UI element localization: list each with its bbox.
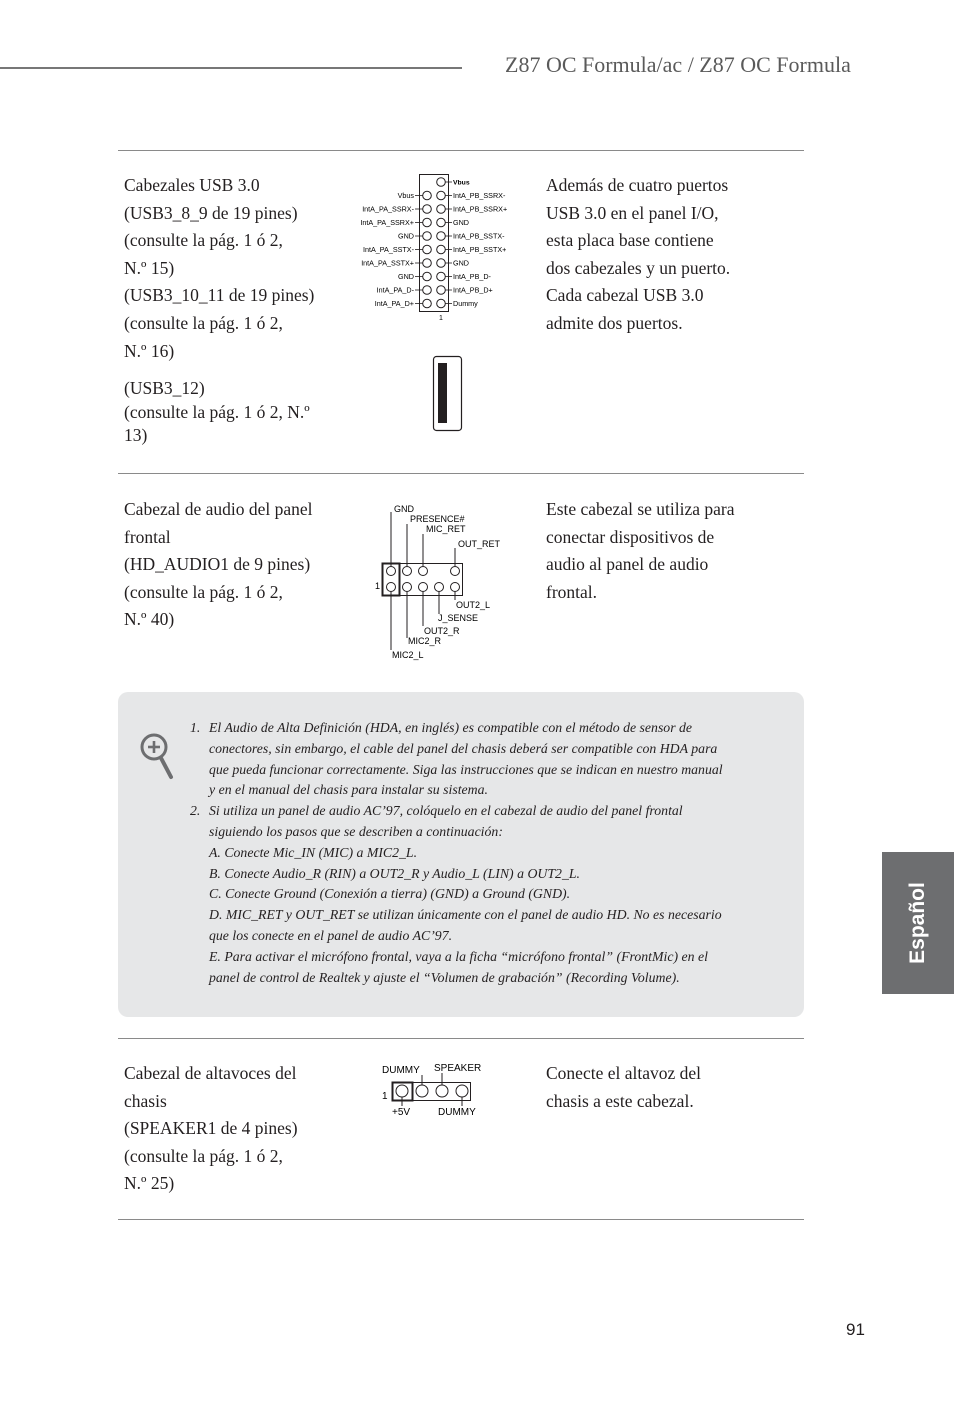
speaker-header-description: Cabezal de altavoces del chasis (SPEAKER1 de 4 pines) (consulte la pág. 1 ó 2, N.º 25) xyxy=(124,1063,298,1194)
right-pin-label: IntA_PB_D- xyxy=(453,272,491,281)
speaker-explanation: Conecte el altavoz del chasis a este cabezal. xyxy=(546,1063,701,1111)
usb-header-description: Cabezales USB 3.0 (USB3_8_9 de 19 pines) (consulte la pág. 1 ó 2, N.º 15) (USB3_10_11 de 19 pines) (consulte la pág. 1 ó 2, N.º 16) xyxy=(124,175,315,361)
right-pin-labels xyxy=(453,180,507,309)
pin xyxy=(423,191,432,200)
header-outline xyxy=(420,175,449,312)
mic2-r-label: MIC2_R xyxy=(408,636,442,646)
page-header-title: Z87 OC Formula/ac / Z87 OC Formula xyxy=(505,52,851,77)
audio-header-description: Cabezal de audio del panel frontal (HD_AUDIO1 de 9 pines) (consulte la pág. 1 ó 2, N.º 40) xyxy=(124,499,313,630)
presence-label: PRESENCE# xyxy=(410,514,465,524)
pin xyxy=(403,583,412,592)
header-rule xyxy=(0,67,462,69)
pin-one-label: 1 xyxy=(439,315,443,322)
right-pin-label: GND xyxy=(453,258,469,268)
usb-port-description: (USB3_12) (consulte la pág. 1 ó 2, N.º 13) xyxy=(124,378,310,445)
port-outline xyxy=(434,357,462,431)
plus-5v-label: +5V xyxy=(392,1107,411,1118)
pin xyxy=(419,583,428,592)
pin-one-marker xyxy=(383,564,400,596)
pin xyxy=(435,583,444,592)
left-pin-label: IntA_PA_SSRX+ xyxy=(360,218,414,227)
dummy-top-label: DUMMY xyxy=(382,1065,420,1076)
right-pin-label: IntA_PB_SSRX+ xyxy=(453,204,508,214)
hd-audio-header-diagram xyxy=(370,500,520,665)
right-pin-label: GND xyxy=(453,218,469,227)
pin xyxy=(437,232,446,241)
pin xyxy=(423,286,432,295)
speaker-label: SPEAKER xyxy=(434,1063,482,1074)
section-divider xyxy=(118,150,804,151)
pin xyxy=(423,245,432,254)
pin xyxy=(437,205,446,214)
pin xyxy=(451,583,460,592)
right-pin-label: IntA_PB_SSTX+ xyxy=(453,245,507,254)
section-divider xyxy=(118,1038,804,1039)
left-pin-label: IntA_PA_D- xyxy=(376,285,414,295)
left-pin-labels xyxy=(360,191,414,308)
pin xyxy=(456,1085,468,1097)
pin xyxy=(419,567,428,576)
left-pin-label: IntA_PA_SSTX+ xyxy=(361,258,414,268)
pin xyxy=(423,205,432,214)
right-pin-label: IntA_PB_D+ xyxy=(453,285,493,295)
j-sense-label: J_SENSE xyxy=(438,613,479,623)
pin xyxy=(436,1085,448,1097)
audio-explanation: Este cabezal se utiliza para conectar dispositivos de audio al panel de audio frontal. xyxy=(546,499,735,602)
pin xyxy=(396,1085,408,1097)
note-list xyxy=(190,718,756,988)
pin xyxy=(423,232,432,241)
left-pin-label: GND xyxy=(398,231,414,241)
section-divider xyxy=(118,1219,804,1220)
left-pin-label: IntA_PA_SSRX- xyxy=(362,204,414,214)
right-pin-label: Dummy xyxy=(453,299,478,308)
pin xyxy=(437,178,446,187)
usb3-port-diagram xyxy=(432,355,464,433)
right-pin-label: Vbus xyxy=(453,179,470,187)
mic-ret-label: MIC_RET xyxy=(426,524,466,534)
left-pin-label: IntA_PA_D+ xyxy=(374,299,414,308)
out-ret-label: OUT_RET xyxy=(458,539,501,549)
pin xyxy=(387,567,396,576)
pin xyxy=(423,259,432,268)
pin xyxy=(387,583,396,592)
header-pins xyxy=(415,178,452,308)
left-pin-label: GND xyxy=(398,272,414,281)
right-pin-label: IntA_PB_SSRX- xyxy=(453,191,506,200)
language-tab-label: Español xyxy=(906,882,929,964)
out2-r-label: OUT2_R xyxy=(424,626,460,636)
pin xyxy=(437,191,446,200)
port-tongue xyxy=(438,363,447,423)
magnifier-note-icon xyxy=(138,730,178,782)
pin-one-label: 1 xyxy=(375,581,381,591)
mic2-l-label: MIC2_L xyxy=(392,650,424,660)
note-item: 1. El Audio de Alta Definición (HDA, en inglés) es compatible con el método de sensor de conectores, sin embargo, el cable del panel del chasis deberá ser compatible con HDA para que pueda funcionar correctamente. Siga las instrucciones que se indican en nuestro manual y en el manual del chasis para instalar su sistema. xyxy=(190,720,723,798)
pin-one-label: 1 xyxy=(382,1091,388,1102)
speaker-header-diagram xyxy=(378,1060,498,1122)
pin xyxy=(437,218,446,227)
pin xyxy=(437,259,446,268)
pin xyxy=(451,567,460,576)
pin xyxy=(437,272,446,281)
pin xyxy=(403,567,412,576)
note-item: 2. Si utiliza un panel de audio AC’97, colóquelo en el cabezal de audio del panel frontal siguiendo los pasos que se describen a continuación: A. Conecte Mic_IN (MIC) a MIC2_L. B. Conecte Audio_R (RIN) a OUT2_R y Audio_L (LIN) a OUT2_L. C. Conecte Ground (Conexión a tierra) (GND) a Ground (GND). D. MIC_RET y OUT_RET se utilizan únicamente con el panel de audio HD. No es necesario que los conecte en el panel de audio AC’97. E. Para activar el micrófono frontal, vaya a la ficha “micrófono frontal” (FrontMic) en el panel de control de Realtek y ajuste el “Volumen de grabación” (Recording Volume). xyxy=(190,803,722,985)
gnd-label: GND xyxy=(394,504,414,514)
pin xyxy=(437,245,446,254)
left-pin-label: Vbus xyxy=(397,191,414,200)
pin xyxy=(416,1085,428,1097)
pin xyxy=(423,272,432,281)
right-pin-label: IntA_PB_SSTX- xyxy=(453,231,505,241)
pin xyxy=(423,299,432,308)
usb-explanation: Además de cuatro puertos USB 3.0 en el panel I/O, esta placa base contiene dos cabezales y un puerto. Cada cabezal USB 3.0 admite dos puertos. xyxy=(546,175,731,333)
pin xyxy=(437,299,446,308)
out2-l-label: OUT2_L xyxy=(456,600,491,610)
language-tab xyxy=(882,852,954,994)
page-number: 91 xyxy=(846,1320,865,1339)
pin xyxy=(423,218,432,227)
section-divider xyxy=(118,473,804,474)
left-pin-label: IntA_PA_SSTX- xyxy=(363,245,414,254)
usb3-header-diagram xyxy=(345,170,535,330)
pin xyxy=(437,286,446,295)
dummy-bottom-label: DUMMY xyxy=(438,1107,476,1118)
